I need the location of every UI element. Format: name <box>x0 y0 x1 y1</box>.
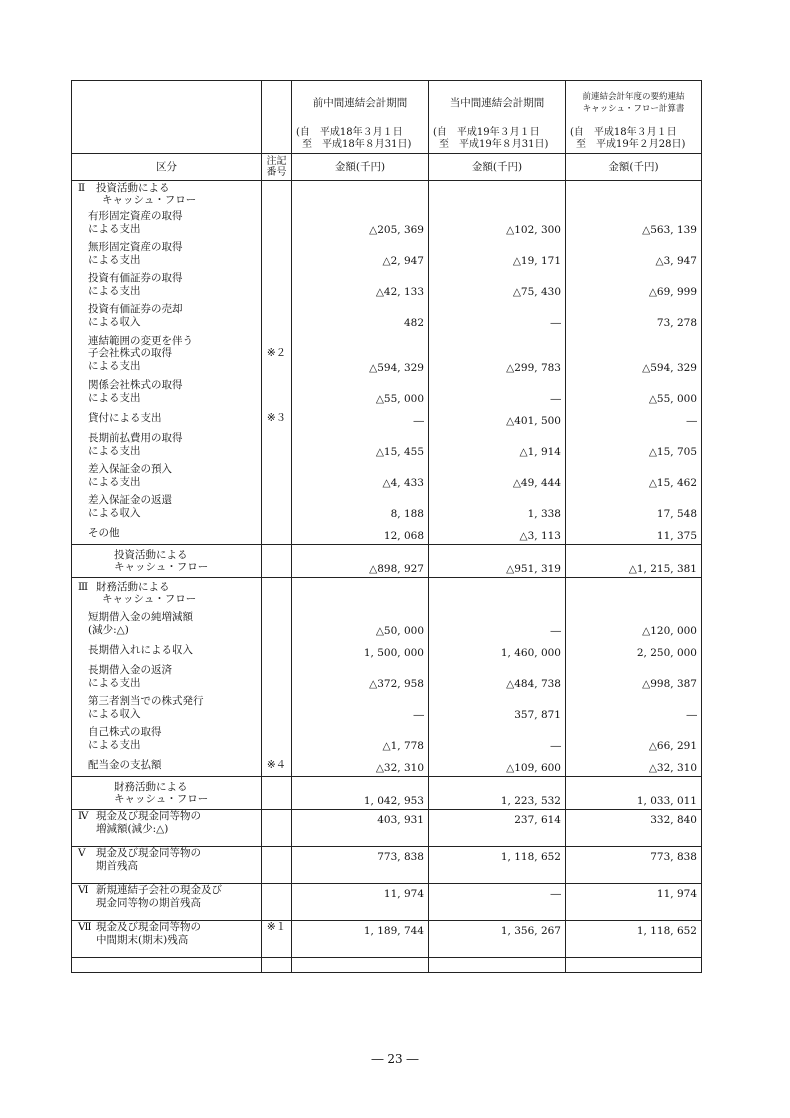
investing-row <box>72 407 702 429</box>
investing-row <box>72 207 702 238</box>
amount-cell: ― <box>429 723 566 754</box>
summary-label: Ⅶ 現金及び現金同等物の 中間期末(期末)残高 <box>72 921 262 958</box>
investing-row <box>72 460 702 491</box>
item-label: 第三者割当での株式発行 による収入 <box>72 692 262 723</box>
note-ref <box>262 376 292 407</box>
period-title-row <box>72 81 702 126</box>
summary-label: Ⅵ 新規連結子会社の現金及び 現金同等物の期首残高 <box>72 884 262 921</box>
amount-cell: 1, 118, 652 <box>429 847 566 884</box>
financing-row <box>72 754 702 777</box>
investing-row <box>72 331 702 376</box>
note-ref <box>262 608 292 639</box>
investing-row <box>72 300 702 331</box>
amount-cell: △205, 369 <box>292 207 429 238</box>
summary-row <box>72 884 702 921</box>
period-1-dates: (自 平成18年３月１日 至 平成18年８月31日) <box>292 125 429 154</box>
amount-cell: △32, 310 <box>566 754 702 777</box>
amount-cell: △1, 778 <box>292 723 429 754</box>
note-ref <box>262 269 292 300</box>
amount-cell: △15, 462 <box>566 460 702 491</box>
amount-cell: △3, 113 <box>429 522 566 545</box>
period-date-row <box>72 125 702 154</box>
note-ref <box>262 884 292 921</box>
section-financing-heading: Ⅲ 財務活動による キャッシュ・フロー <box>72 578 702 609</box>
item-label: 貸付による支出 <box>72 407 262 429</box>
financing-items <box>72 608 702 777</box>
note-ref <box>262 207 292 238</box>
amount-cell: △563, 139 <box>566 207 702 238</box>
item-label: 短期借入金の純増減額 (減少:△) <box>72 608 262 639</box>
investing-row <box>72 269 702 300</box>
period-2-title: 当中間連結会計期間 <box>429 81 566 126</box>
amount-cell: △66, 291 <box>566 723 702 754</box>
note-ref <box>262 429 292 460</box>
note-ref: ※４ <box>262 754 292 777</box>
cash-flow-table <box>71 80 702 973</box>
note-ref: ※１ <box>262 921 292 958</box>
item-label: 差入保証金の返還 による収入 <box>72 491 262 522</box>
amount-cell: △2, 947 <box>292 238 429 269</box>
amount-cell: ― <box>566 407 702 429</box>
amount-cell: △69, 999 <box>566 269 702 300</box>
item-label: その他 <box>72 522 262 545</box>
note-ref <box>262 692 292 723</box>
amount-cell: 12, 068 <box>292 522 429 545</box>
amount-cell: ― <box>566 692 702 723</box>
amount-cell: △15, 455 <box>292 429 429 460</box>
investing-items <box>72 207 702 545</box>
summary-label: Ⅳ 現金及び現金同等物の 増減額(減少:△) <box>72 810 262 847</box>
column-header-row <box>72 154 702 181</box>
summary-rows <box>72 810 702 958</box>
note-ref: ※３ <box>262 407 292 429</box>
period-1-title: 前中間連結会計期間 <box>292 81 429 126</box>
amount-cell: 11, 974 <box>292 884 429 921</box>
item-label: 投資有価証券の取得 による支出 <box>72 269 262 300</box>
amount-cell: 1, 189, 744 <box>292 921 429 958</box>
amount-cell: 403, 931 <box>292 810 429 847</box>
amount-cell: △55, 000 <box>566 376 702 407</box>
amount-cell: 17, 548 <box>566 491 702 522</box>
note-ref <box>262 810 292 847</box>
item-label: 差入保証金の預入 による支出 <box>72 460 262 491</box>
note-ref <box>262 300 292 331</box>
amount-cell: △75, 430 <box>429 269 566 300</box>
note-ref <box>262 661 292 692</box>
item-label: 自己株式の取得 による支出 <box>72 723 262 754</box>
period-3-title: 前連結会計年度の要約連結 キャッシュ・フロー計算書 <box>566 81 702 126</box>
amount-cell: 237, 614 <box>429 810 566 847</box>
item-label: 投資有価証券の売却 による収入 <box>72 300 262 331</box>
amount-header-1: 金額(千円) <box>292 154 429 181</box>
amount-cell: 773, 838 <box>292 847 429 884</box>
summary-row <box>72 810 702 847</box>
amount-cell: 1, 338 <box>429 491 566 522</box>
note-ref: ※２ <box>262 331 292 376</box>
summary-row <box>72 921 702 958</box>
note-header: 注記 番号 <box>262 154 292 181</box>
amount-cell: 482 <box>292 300 429 331</box>
amount-header-3: 金額(千円) <box>566 154 702 181</box>
amount-cell: △55, 000 <box>292 376 429 407</box>
amount-cell: △15, 705 <box>566 429 702 460</box>
note-ref <box>262 238 292 269</box>
financing-subtotal-row: 財務活動による キャッシュ・フロー 1, 042, 953 1, 223, 532 1, 033, 011 <box>72 777 702 810</box>
amount-cell: △594, 329 <box>566 331 702 376</box>
amount-cell: △372, 958 <box>292 661 429 692</box>
investing-subtotal-row: 投資活動による キャッシュ・フロー △898, 927 △951, 319 △1, 215, 381 <box>72 545 702 578</box>
amount-cell: 1, 118, 652 <box>566 921 702 958</box>
item-label: 連結範囲の変更を伴う 子会社株式の取得 による支出 <box>72 331 262 376</box>
summary-label: Ⅴ 現金及び現金同等物の 期首残高 <box>72 847 262 884</box>
amount-cell: ― <box>429 376 566 407</box>
amount-cell: △401, 500 <box>429 407 566 429</box>
amount-cell: 73, 278 <box>566 300 702 331</box>
amount-cell: ― <box>429 300 566 331</box>
investing-row <box>72 491 702 522</box>
amount-cell: ― <box>292 692 429 723</box>
item-label: 配当金の支払額 <box>72 754 262 777</box>
amount-cell: 11, 974 <box>566 884 702 921</box>
section-investing-heading: Ⅱ 投資活動による キャッシュ・フロー <box>72 181 702 208</box>
amount-cell: 1, 460, 000 <box>429 639 566 661</box>
financing-row <box>72 661 702 692</box>
amount-cell: 357, 871 <box>429 692 566 723</box>
amount-cell: 1, 500, 000 <box>292 639 429 661</box>
amount-cell: 1, 356, 267 <box>429 921 566 958</box>
closing-blank-row <box>72 958 702 973</box>
amount-cell: 2, 250, 000 <box>566 639 702 661</box>
investing-row <box>72 376 702 407</box>
financing-row <box>72 639 702 661</box>
financing-row <box>72 723 702 754</box>
note-ref <box>262 723 292 754</box>
note-ref <box>262 522 292 545</box>
amount-cell: △50, 000 <box>292 608 429 639</box>
investing-row <box>72 522 702 545</box>
item-label: 無形固定資産の取得 による支出 <box>72 238 262 269</box>
amount-cell: ― <box>429 608 566 639</box>
amount-cell: △42, 133 <box>292 269 429 300</box>
amount-header-2: 金額(千円) <box>429 154 566 181</box>
summary-row <box>72 847 702 884</box>
note-ref <box>262 847 292 884</box>
amount-cell: △109, 600 <box>429 754 566 777</box>
amount-cell: 11, 375 <box>566 522 702 545</box>
amount-cell: △32, 310 <box>292 754 429 777</box>
section-header: 区分 <box>72 154 262 181</box>
note-ref <box>262 491 292 522</box>
amount-cell: 8, 188 <box>292 491 429 522</box>
amount-cell: △299, 783 <box>429 331 566 376</box>
financing-row <box>72 608 702 639</box>
investing-row <box>72 429 702 460</box>
amount-cell: 773, 838 <box>566 847 702 884</box>
item-label: 有形固定資産の取得 による支出 <box>72 207 262 238</box>
financing-row <box>72 692 702 723</box>
investing-row <box>72 238 702 269</box>
page-number: ― 23 ― <box>371 1052 419 1066</box>
item-label: 関係会社株式の取得 による支出 <box>72 376 262 407</box>
amount-cell: △1, 914 <box>429 429 566 460</box>
note-ref <box>262 460 292 491</box>
amount-cell: △102, 300 <box>429 207 566 238</box>
period-3-dates: (自 平成18年３月１日 至 平成19年２月28日) <box>566 125 702 154</box>
amount-cell: △4, 433 <box>292 460 429 491</box>
amount-cell: △484, 738 <box>429 661 566 692</box>
amount-cell: ― <box>292 407 429 429</box>
amount-cell: △120, 000 <box>566 608 702 639</box>
amount-cell: △998, 387 <box>566 661 702 692</box>
amount-cell: △594, 329 <box>292 331 429 376</box>
item-label: 長期前払費用の取得 による支出 <box>72 429 262 460</box>
note-ref <box>262 639 292 661</box>
amount-cell: △3, 947 <box>566 238 702 269</box>
amount-cell: △19, 171 <box>429 238 566 269</box>
amount-cell: 332, 840 <box>566 810 702 847</box>
item-label: 長期借入れによる収入 <box>72 639 262 661</box>
item-label: 長期借入金の返済 による支出 <box>72 661 262 692</box>
period-2-dates: (自 平成19年３月１日 至 平成19年８月31日) <box>429 125 566 154</box>
amount-cell: ― <box>429 884 566 921</box>
amount-cell: △49, 444 <box>429 460 566 491</box>
